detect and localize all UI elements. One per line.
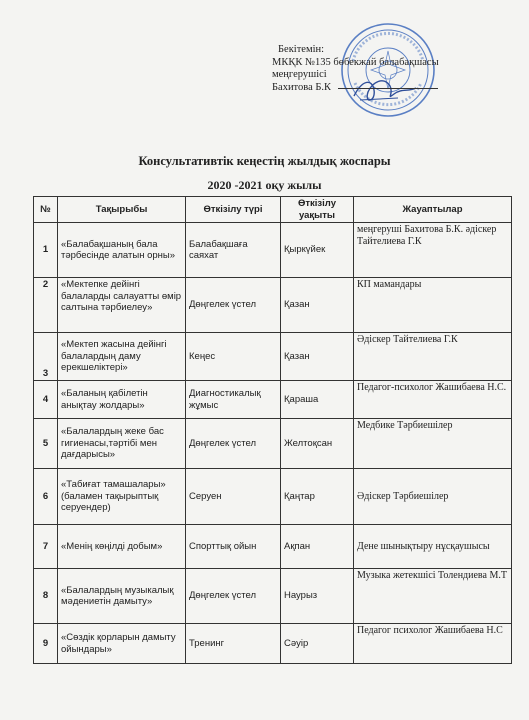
row-number: 5 <box>34 419 58 469</box>
row-topic: «Менің көңілді добым» <box>58 525 186 569</box>
row-responsible: Дене шынықтыру нұсқаушысы <box>354 525 512 569</box>
row-time: Сәуір <box>281 624 354 664</box>
row-topic: «Балабақшаның бала тәрбесінде алатын орны» <box>58 223 186 278</box>
table-row <box>34 333 512 381</box>
row-form: Дөңгелек үстел <box>186 278 281 333</box>
table-row <box>34 569 512 624</box>
header-form: Өткізілу түрі <box>186 197 281 223</box>
row-number: 8 <box>34 569 58 624</box>
row-responsible: Музыка жетекшісі Толендиева М.Т <box>354 569 512 624</box>
row-time: Ақпан <box>281 525 354 569</box>
table-row <box>34 419 512 469</box>
row-time: Желтоқсан <box>281 419 354 469</box>
row-responsible: Педагог-психолог Жашибаева Н.С. <box>354 381 512 419</box>
row-form: Спорттық ойын <box>186 525 281 569</box>
row-form: Дөңгелек үстел <box>186 419 281 469</box>
document-title: Консультативтік кеңестің жылдық жоспары <box>138 154 391 168</box>
row-number: 7 <box>34 525 58 569</box>
row-responsible: Педагог психолог Жашибаева Н.С <box>354 624 512 664</box>
row-topic: «Мектепке дейінгі балаларды салауатты өмір салтына тәрбиелеу» <box>58 278 186 333</box>
row-responsible: меңгеруші Бахитова Б.К. әдіскер Тайтелиева Г.К <box>354 223 512 278</box>
header-number: № <box>34 197 58 223</box>
approval-name: Бахитова Б.К <box>272 81 332 93</box>
row-responsible: Әдіскер Тайтелиева Г.К <box>354 333 512 381</box>
row-time: Қазан <box>281 278 354 333</box>
row-time: Қараша <box>281 381 354 419</box>
row-responsible: Медбике Тәрбиешілер <box>354 419 512 469</box>
academic-year: 2020 -2021 оқу жылы <box>207 178 322 192</box>
row-number: 6 <box>34 469 58 525</box>
row-number: 2 <box>34 278 58 333</box>
row-form: Кеңес <box>186 333 281 381</box>
plan-table <box>33 196 512 664</box>
table-row <box>34 469 512 525</box>
header-time: Өткізілу уақыты <box>281 197 354 223</box>
row-number: 4 <box>34 381 58 419</box>
row-time: Наурыз <box>281 569 354 624</box>
signature-line <box>338 88 438 89</box>
row-number: 3 <box>34 333 58 381</box>
row-time: Қаңтар <box>281 469 354 525</box>
table-row <box>34 278 512 333</box>
row-responsible: Әдіскер Тәрбиешілер <box>354 469 512 525</box>
row-topic: «Балалардың жеке бас гигиенасы,тәртібі мен дағдарысы» <box>58 419 186 469</box>
row-form: Балабақшаға саяхат <box>186 223 281 278</box>
row-form: Тренинг <box>186 624 281 664</box>
approval-label: Бекітемін: <box>278 44 325 55</box>
table-row <box>34 381 512 419</box>
row-time: Қыркүйек <box>281 223 354 278</box>
header-topic: Тақырыбы <box>58 197 186 223</box>
row-form: Дөңгелек үстел <box>186 569 281 624</box>
table-header-row <box>34 197 512 223</box>
row-number: 9 <box>34 624 58 664</box>
row-topic: «Табиғат тамашалары» (баламен тақырыптық серуендер) <box>58 469 186 525</box>
row-topic: «Балалардың музыкалық мәдениетін дамыту» <box>58 569 186 624</box>
header-responsible: Жауаптылар <box>354 197 512 223</box>
approval-position: меңгерушісі <box>272 69 327 80</box>
row-form: Диагностикалық жұмыс <box>186 381 281 419</box>
approval-institution: МКҚК №135 бөбекжай балабақшасы <box>272 56 439 68</box>
table-row <box>34 223 512 278</box>
row-topic: «Мектеп жасына дейінгі балалардың даму ерекшеліктері» <box>58 333 186 381</box>
table-row <box>34 624 512 664</box>
row-number: 1 <box>34 223 58 278</box>
row-responsible: КП мамандары <box>354 278 512 333</box>
row-topic: «Баланың қабілетін анықтау жолдары» <box>58 381 186 419</box>
row-topic: «Сөздік қорларын дамыту ойындары» <box>58 624 186 664</box>
approval-block <box>272 44 439 94</box>
row-time: Қазан <box>281 333 354 381</box>
row-form: Серуен <box>186 469 281 525</box>
table-row <box>34 525 512 569</box>
